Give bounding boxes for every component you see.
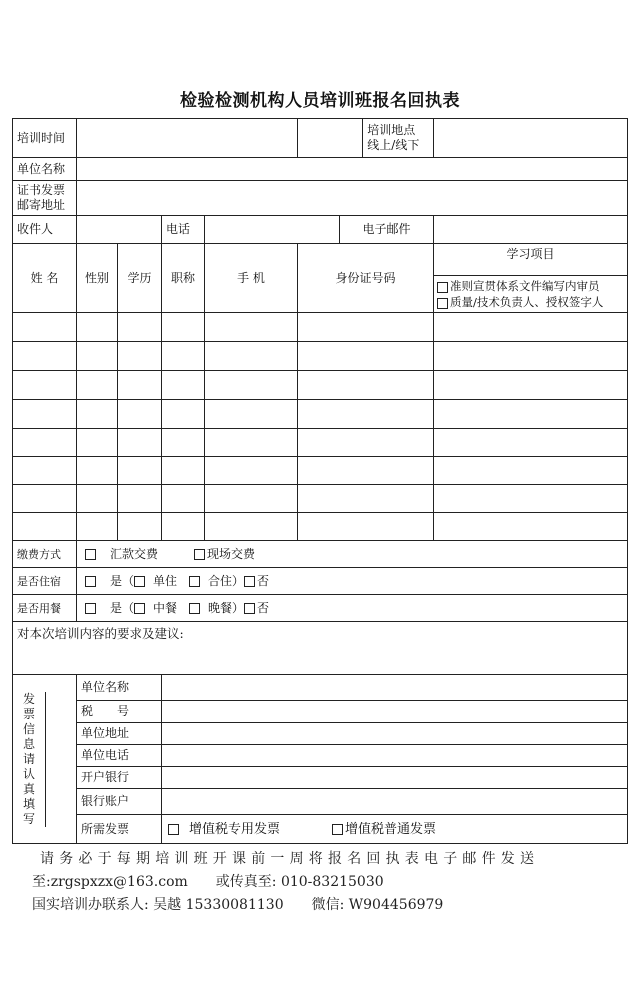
invoice-address-field[interactable] [162,723,628,745]
footer-line-1: 请务必于每期培训班开课前一周将报名回执表电子邮件发送 [40,851,540,867]
lodging-shared[interactable]: 合住） [208,573,245,588]
page-title: 检验检测机构人员培训班报名回执表 [180,91,460,111]
table-row [13,400,628,429]
table-row [13,485,628,513]
col-gender: 性别 [77,244,118,313]
invoice-bank-label: 开户银行 [77,767,162,789]
study-option-2[interactable]: 质量/技术负责人、授权签字人 [437,294,624,310]
invoice-phone-label: 单位电话 [77,745,162,767]
checkbox-icon[interactable] [85,603,96,614]
train-place-field[interactable] [434,119,628,158]
col-id-no: 身份证号码 [298,244,434,313]
payment-label: 缴费方式 [13,541,77,568]
checkbox-icon[interactable] [189,576,200,587]
invoice-side-label: 发 票 信 息 请 认 真 填 写 [13,692,46,827]
meal-yes[interactable]: 是（ [110,600,135,615]
checkbox-icon[interactable] [437,298,448,309]
lodging-no[interactable]: 否 [257,573,270,588]
meal-no[interactable]: 否 [257,600,270,615]
payment-options [77,541,628,568]
invoice-tax-field[interactable] [162,701,628,723]
meal-lunch[interactable]: 中餐 [153,600,178,615]
invoice-address-label: 单位地址 [77,723,162,745]
checkbox-icon[interactable] [332,824,343,835]
table-row [13,313,628,342]
invoice-type-label: 所需发票 [77,815,162,844]
study-option-1[interactable]: 准则宣贯体系文件编写内审员 [437,278,624,294]
checkbox-icon[interactable] [437,282,448,293]
payment-option-onsite[interactable]: 现场交费 [207,546,256,561]
col-study: 学习项目 准则宣贯体系文件编写内审员 质量/技术负责人、授权签字人 [434,244,628,313]
invoice-tax-label: 税 号 [77,701,162,723]
table-row [13,513,628,541]
cert-address-label: 证书发票 邮寄地址 [13,181,77,216]
checkbox-icon[interactable] [194,549,205,560]
invoice-type-special[interactable]: 增值税专用发票 [189,821,281,837]
checkbox-icon[interactable] [85,549,96,560]
registration-form [12,118,628,844]
lodging-label: 是否住宿 [13,568,77,595]
cert-address-field[interactable] [77,181,628,216]
footer-line-2: 至:zrgspxzx@163.com 或传真至: 010-83215030 [32,874,384,890]
email-label: 电子邮件 [362,222,411,236]
col-education: 学历 [118,244,162,313]
phone-field[interactable] [205,216,340,243]
checkbox-icon[interactable] [168,824,179,835]
col-title: 职称 [162,244,205,313]
unit-name-field[interactable] [77,158,628,181]
receiver-label: 收件人 [13,216,77,244]
checkbox-icon[interactable] [244,603,255,614]
meal-label: 是否用餐 [13,595,77,622]
footer-notice [32,848,630,917]
payment-option-remit[interactable]: 汇款交费 [110,546,159,561]
phone-label: 电话 [162,216,205,244]
checkbox-icon[interactable] [134,576,145,587]
checkbox-icon[interactable] [85,576,96,587]
suggestion-label: 对本次培训内容的要求及建议: [17,626,184,641]
unit-name-label: 单位名称 [13,158,77,181]
col-name: 姓 名 [13,244,77,313]
invoice-type-normal[interactable]: 增值税普通发票 [345,821,437,837]
receiver-field[interactable] [77,216,162,244]
email-field[interactable] [434,216,628,244]
col-mobile: 手 机 [205,244,298,313]
meal-dinner[interactable]: 晚餐） [208,600,245,615]
invoice-account-field[interactable] [162,789,628,815]
lodging-yes[interactable]: 是（ [110,573,135,588]
checkbox-icon[interactable] [244,576,255,587]
table-row [13,457,628,485]
invoice-unit-name-field[interactable] [162,675,628,701]
invoice-bank-field[interactable] [162,767,628,789]
invoice-account-label: 银行账户 [77,789,162,815]
suggestion-field[interactable] [13,622,628,675]
lodging-single[interactable]: 单住 [153,573,178,588]
lodging-options [77,568,628,595]
footer-line-3: 国实培训办联系人: 吴越 15330081130 微信: W904456979 [32,897,444,913]
table-row [13,429,628,457]
checkbox-icon[interactable] [189,603,200,614]
train-place-label: 培训地点 线上/线下 [367,123,420,152]
invoice-phone-field[interactable] [162,745,628,767]
table-row [13,342,628,371]
invoice-unit-name-label: 单位名称 [77,675,162,701]
invoice-type-options [162,815,628,844]
train-time-label: 培训时间 [13,119,77,158]
checkbox-icon[interactable] [134,603,145,614]
train-time-field[interactable] [77,119,298,158]
meal-options [77,595,628,622]
table-row [13,371,628,400]
